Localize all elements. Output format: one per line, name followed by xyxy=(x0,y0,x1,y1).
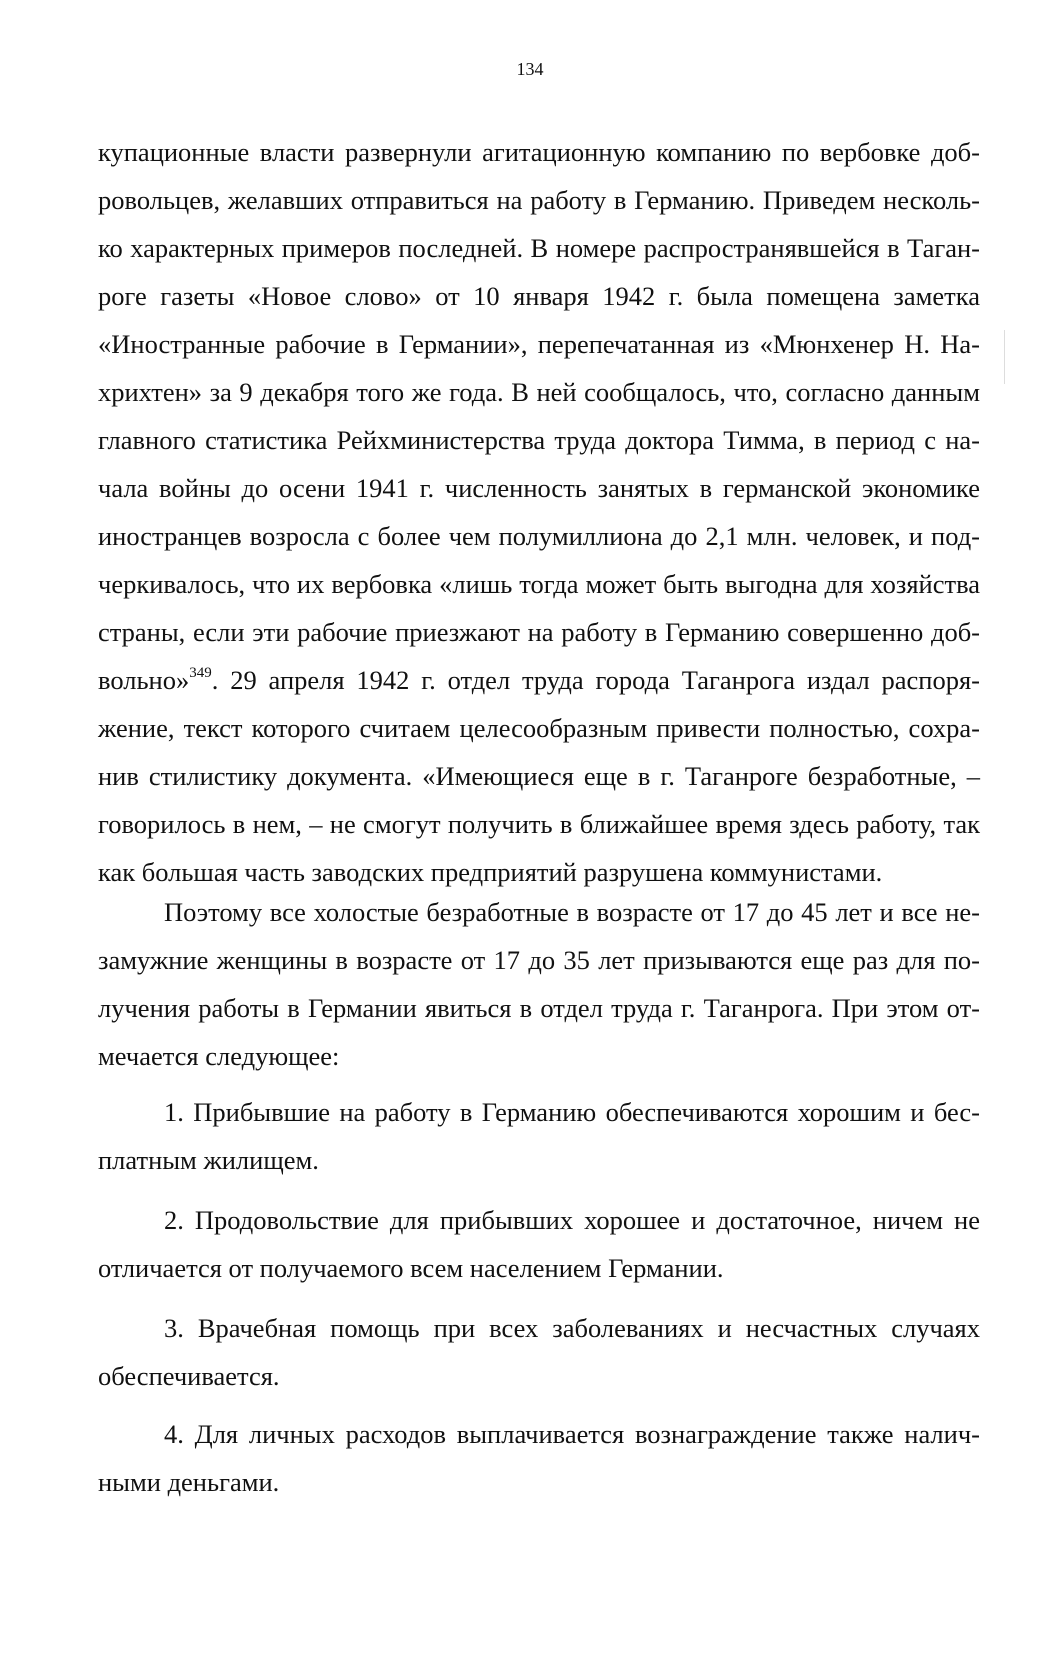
text-line: иностранцев возросла с более чем полумиллиона до 2,1 млн. человек, и под- xyxy=(98,521,980,551)
text-line: лучения работы в Германии явиться в отдел труда г. Таганрога. При этом от- xyxy=(98,993,980,1023)
scan-margin-mark xyxy=(1004,330,1005,384)
text-line: «Иностранные рабочие в Германии», перепечатанная из «Мюнхенер Н. На- xyxy=(98,329,980,359)
text-line: 1. Прибывшие на работу в Германию обеспечиваются хорошим и бес- xyxy=(164,1097,980,1127)
text-line: мечается следующее: xyxy=(98,1041,340,1071)
text-line: отличается от получаемого всем населением Германии. xyxy=(98,1253,724,1283)
list-item-4 xyxy=(98,1410,980,1506)
text-line: нив стилистику документа. «Имеющиеся еще в г. Таганроге безработные, – xyxy=(98,761,980,791)
text-line: 4. Для личных расходов выплачивается вознаграждение также налич- xyxy=(164,1419,980,1449)
text-line: ровольцев, желавших отправиться на работу в Германию. Приведем несколь- xyxy=(98,185,980,215)
line-text-after-footnote: . 29 апреля 1942 г. отдел труда города Таганрога издал распоря- xyxy=(211,665,980,695)
text-line: черкивалось, что их вербовка «лишь тогда может быть выгодна для хозяйства xyxy=(98,569,980,599)
text-line: жение, текст которого считаем целесообразным привести полностью, сохра- xyxy=(98,713,980,743)
text-line: купационные власти развернули агитационную компанию по вербовке доб- xyxy=(98,137,980,167)
text-line: платным жилищем. xyxy=(98,1145,319,1175)
paragraph-1 xyxy=(98,128,980,896)
text-line: обеспечивается. xyxy=(98,1361,280,1391)
list-item-3 xyxy=(98,1304,980,1400)
text-line: Поэтому все холостые безработные в возрасте от 17 до 45 лет и все не- xyxy=(164,897,980,927)
text-line: как большая часть заводских предприятий разрушена коммунистами. xyxy=(98,857,883,887)
text-line: ко характерных примеров последней. В номере распространявшейся в Таган- xyxy=(98,233,980,263)
line-text-before-footnote: вольно» xyxy=(98,665,190,695)
footnote-reference: 349 xyxy=(189,665,212,682)
text-line: главного статистика Рейхминистерства труда доктора Тимма, в период с на- xyxy=(98,425,980,455)
text-line-with-footnote xyxy=(98,656,980,704)
text-line: ными деньгами. xyxy=(98,1467,280,1497)
paragraph-2 xyxy=(98,888,980,1080)
text-line: страны, если эти рабочие приезжают на работу в Германию совершенно доб- xyxy=(98,617,980,647)
text-line: замужние женщины в возрасте от 17 до 35 лет призываются еще раз для по- xyxy=(98,945,980,975)
text-line: хрихтен» за 9 декабря того же года. В ней сообщалось, что, согласно данным xyxy=(98,377,980,407)
page-number: 134 xyxy=(516,59,544,79)
list-item-1 xyxy=(98,1088,980,1184)
list-item-2 xyxy=(98,1196,980,1292)
text-line: чала войны до осени 1941 г. численность занятых в германской экономике xyxy=(98,473,980,503)
text-line: 2. Продовольствие для прибывших хорошее и достаточное, ничем не xyxy=(164,1205,980,1235)
text-line: роге газеты «Новое слово» от 10 января 1942 г. была помещена заметка xyxy=(98,281,980,311)
text-line: 3. Врачебная помощь при всех заболеваниях и несчастных случаях xyxy=(164,1313,980,1343)
text-line: говорилось в нем, – не смогут получить в ближайшее время здесь работу, так xyxy=(98,809,980,839)
